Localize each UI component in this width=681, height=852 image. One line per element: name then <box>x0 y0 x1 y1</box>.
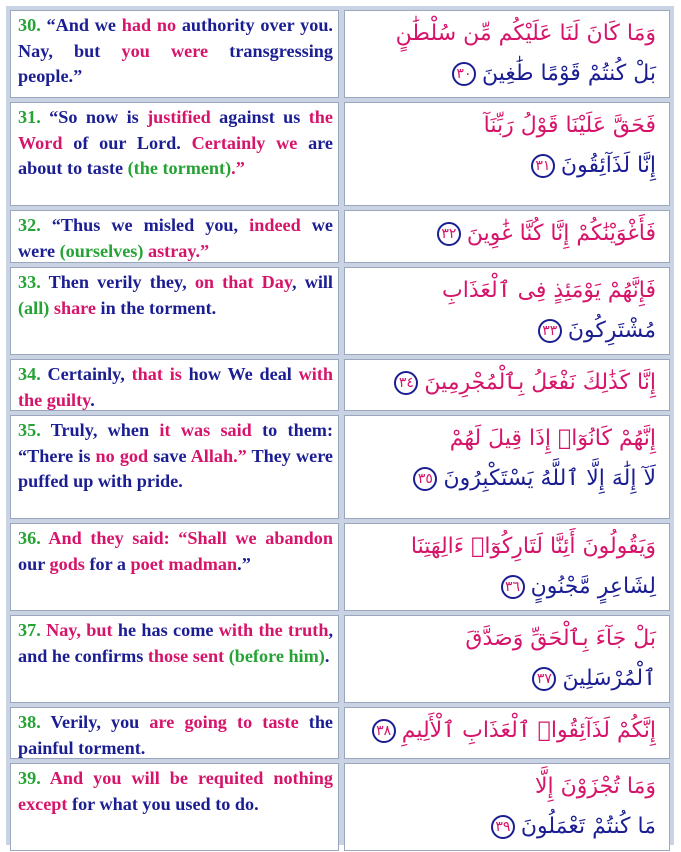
verse-translation <box>10 763 339 851</box>
arabic-line <box>354 363 656 403</box>
translation-segment: on that Day <box>194 272 292 292</box>
translation-segment: (ourselves) <box>59 240 144 261</box>
verse-row <box>10 615 670 703</box>
translation-segment: those sent <box>147 645 225 666</box>
verse-number: 37. <box>18 620 41 640</box>
arabic-line <box>354 419 656 459</box>
translation-segment: of our Lord. <box>62 132 192 153</box>
verse-arabic <box>344 615 670 703</box>
translation-segment: justified <box>147 107 211 127</box>
verse-number: 35. <box>18 420 41 440</box>
arabic-line <box>354 711 656 751</box>
arabic-line <box>354 659 656 699</box>
translation-segment: astray.” <box>143 240 210 261</box>
arabic-text: فَإِنَّهُمْ يَوْمَئِذٍ فِى ٱلْعَذَابِ <box>442 278 656 303</box>
arabic-text: إِنَّكُمْ لَذَآئِقُوا۟ ٱلْعَذَابِ ٱلْأَلِيمِ <box>401 718 656 743</box>
verse-translation <box>10 10 339 98</box>
ayah-number-marker: ٣١ <box>531 154 555 178</box>
arabic-text: مُشْتَرِكُونَ <box>567 318 656 343</box>
arabic-line <box>354 807 656 847</box>
translation-segment: (the torment) <box>127 158 232 178</box>
translation-segment: “So now is <box>40 107 148 127</box>
translation-segment: authority over you. Nay, but <box>18 15 333 61</box>
translation-segment: Certainly, <box>40 364 132 384</box>
arabic-line <box>354 146 656 186</box>
verse-row <box>10 707 670 759</box>
translation-segment: no god <box>95 445 149 466</box>
verse-arabic <box>344 707 670 759</box>
translation-segment: he has come <box>112 620 219 640</box>
arabic-text: إِنَّا كَذَٰلِكَ نَفْعَلُ بِٱلْمُجْرِمِينَ <box>424 370 656 395</box>
arabic-line <box>354 214 656 254</box>
translation-segment: the Word <box>18 107 333 153</box>
verse-row <box>10 102 670 206</box>
translation-segment: we were <box>18 215 333 261</box>
translation-segment: Allah.” <box>190 445 247 466</box>
translation-segment: our <box>18 553 50 574</box>
arabic-text: ٱلْمُرْسَلِينَ <box>562 666 656 691</box>
verse-arabic <box>344 210 670 263</box>
ayah-number-marker: ٣٨ <box>372 719 396 743</box>
arabic-line <box>354 459 656 499</box>
translation-segment: to them: “There is <box>18 420 334 466</box>
translation-segment: had no <box>121 15 177 35</box>
translation-segment: “And we <box>40 15 122 35</box>
arabic-text: فَأَغْوَيْنَٰكُمْ إِنَّا كُنَّا غَٰوِينَ <box>466 221 656 246</box>
verse-row <box>10 415 670 519</box>
translation-segment: Nay, <box>40 620 87 640</box>
translation-segment: And they said: “Shall we <box>40 528 266 548</box>
translation-segment: transgressing people.” <box>18 40 334 86</box>
arabic-text: بَلْ جَآءَ بِٱلْحَقِّ وَصَدَّقَ <box>465 626 656 651</box>
verse-arabic <box>344 523 670 611</box>
verse-row <box>10 267 670 355</box>
verse-arabic <box>344 415 670 519</box>
translation-segment: save <box>148 445 191 466</box>
verse-number: 33. <box>18 272 41 292</box>
ayah-number-marker: ٣٣ <box>538 319 562 343</box>
verse-row <box>10 523 670 611</box>
verse-arabic <box>344 359 670 411</box>
translation-segment: indeed <box>249 215 301 235</box>
arabic-text: وَمَا كَانَ لَنَا عَلَيْكُم مِّن سُلْطَٰنٍ <box>395 21 656 46</box>
arabic-line <box>354 271 656 311</box>
verse-row <box>10 10 670 98</box>
translation-segment: Then verily they, <box>40 272 195 292</box>
arabic-line <box>354 767 656 807</box>
verse-arabic <box>344 102 670 206</box>
arabic-line <box>354 311 656 351</box>
arabic-text: فَحَقَّ عَلَيْنَا قَوْلُ رَبِّنَآ <box>483 113 656 138</box>
translation-segment: They were puffed up with pride. <box>18 445 334 491</box>
verse-number: 38. <box>18 712 41 732</box>
translation-segment: you were <box>121 40 209 61</box>
translation-segment: against us <box>210 107 309 127</box>
ayah-number-marker: ٣٩ <box>491 815 515 839</box>
verse-table <box>6 6 674 845</box>
translation-segment: share <box>49 297 96 318</box>
arabic-text: لَآ إِلَٰهَ إِلَّا ٱللَّهُ يَسْتَكْبِرُونَ <box>443 466 656 491</box>
translation-segment: . <box>324 645 330 666</box>
arabic-text: إِنَّهُمْ كَانُوٓا۟ إِذَا قِيلَ لَهُمْ <box>449 426 656 451</box>
verse-translation <box>10 707 339 759</box>
verse-translation <box>10 210 339 263</box>
verse-number: 32. <box>18 215 41 235</box>
verse-number: 34. <box>18 364 41 384</box>
translation-segment: with the truth <box>218 620 329 640</box>
translation-segment: requited nothing except <box>18 768 333 814</box>
verse-number: 39. <box>18 768 41 788</box>
ayah-number-marker: ٣٠ <box>452 62 476 86</box>
ayah-number-marker: ٣٦ <box>501 575 525 599</box>
translation-segment: Truly, when <box>40 420 160 440</box>
verse-arabic <box>344 763 670 851</box>
translation-segment: poet madman <box>130 553 238 574</box>
translation-segment: , and he confirms <box>18 620 333 666</box>
translation-segment: .” <box>231 158 245 178</box>
translation-segment: with the guilty <box>18 364 333 410</box>
ayah-number-marker: ٣٢ <box>437 222 461 246</box>
arabic-line <box>354 14 656 54</box>
translation-segment: are going to taste <box>149 712 299 732</box>
arabic-text: لِشَاعِرٍ مَّجْنُونٍ <box>530 574 656 599</box>
translation-segment: for what you used to do. <box>67 793 259 814</box>
translation-segment: that is <box>131 364 182 384</box>
translation-segment: it was said <box>159 420 252 440</box>
translation-segment: Certainly we <box>191 132 298 153</box>
ayah-number-marker: ٣٧ <box>532 667 556 691</box>
translation-segment: the painful torment. <box>18 712 334 758</box>
translation-segment: . <box>90 389 95 410</box>
translation-segment: but <box>86 620 113 640</box>
verse-translation <box>10 523 339 611</box>
verse-number: 36. <box>18 528 41 548</box>
translation-segment: .” <box>237 553 251 574</box>
translation-segment: gods <box>49 553 85 574</box>
translation-segment: for a <box>84 553 131 574</box>
verse-translation <box>10 102 339 206</box>
translation-segment: And you will be <box>40 768 198 788</box>
translation-segment: abandon <box>265 528 333 548</box>
translation-segment: how We deal <box>181 364 299 384</box>
translation-segment: (all) <box>18 297 50 318</box>
verse-row <box>10 763 670 851</box>
arabic-line <box>354 106 656 146</box>
translation-segment: are about to taste <box>18 132 333 178</box>
verse-arabic <box>344 10 670 98</box>
arabic-text: إِنَّا لَذَآئِقُونَ <box>560 153 656 178</box>
verse-number: 30. <box>18 15 41 35</box>
verse-translation <box>10 615 339 703</box>
verse-translation <box>10 267 339 355</box>
verse-row <box>10 359 670 411</box>
ayah-number-marker: ٣٤ <box>394 371 418 395</box>
arabic-text: بَلْ كُنتُمْ قَوْمًا طَٰغِينَ <box>481 61 656 86</box>
translation-segment: “Thus we misled you, <box>40 215 250 235</box>
verse-row <box>10 210 670 263</box>
verse-translation <box>10 359 339 411</box>
arabic-text: مَا كُنتُمْ تَعْمَلُونَ <box>520 814 656 839</box>
translation-segment: Verily, you <box>40 712 150 732</box>
arabic-text: وَمَا تُجْزَوْنَ إِلَّا <box>535 774 656 799</box>
ayah-number-marker: ٣٥ <box>413 467 437 491</box>
verse-arabic <box>344 267 670 355</box>
arabic-line <box>354 527 656 567</box>
translation-segment: , will <box>291 272 333 292</box>
arabic-line <box>354 567 656 607</box>
arabic-line <box>354 54 656 94</box>
arabic-line <box>354 619 656 659</box>
translation-segment: (before him) <box>224 645 325 666</box>
verse-translation <box>10 415 339 519</box>
arabic-text: وَيَقُولُونَ أَئِنَّا لَتَارِكُوٓا۟ ءَالِهَتِنَا <box>410 534 656 559</box>
verse-number: 31. <box>18 107 41 127</box>
translation-segment: in the torment. <box>95 297 217 318</box>
